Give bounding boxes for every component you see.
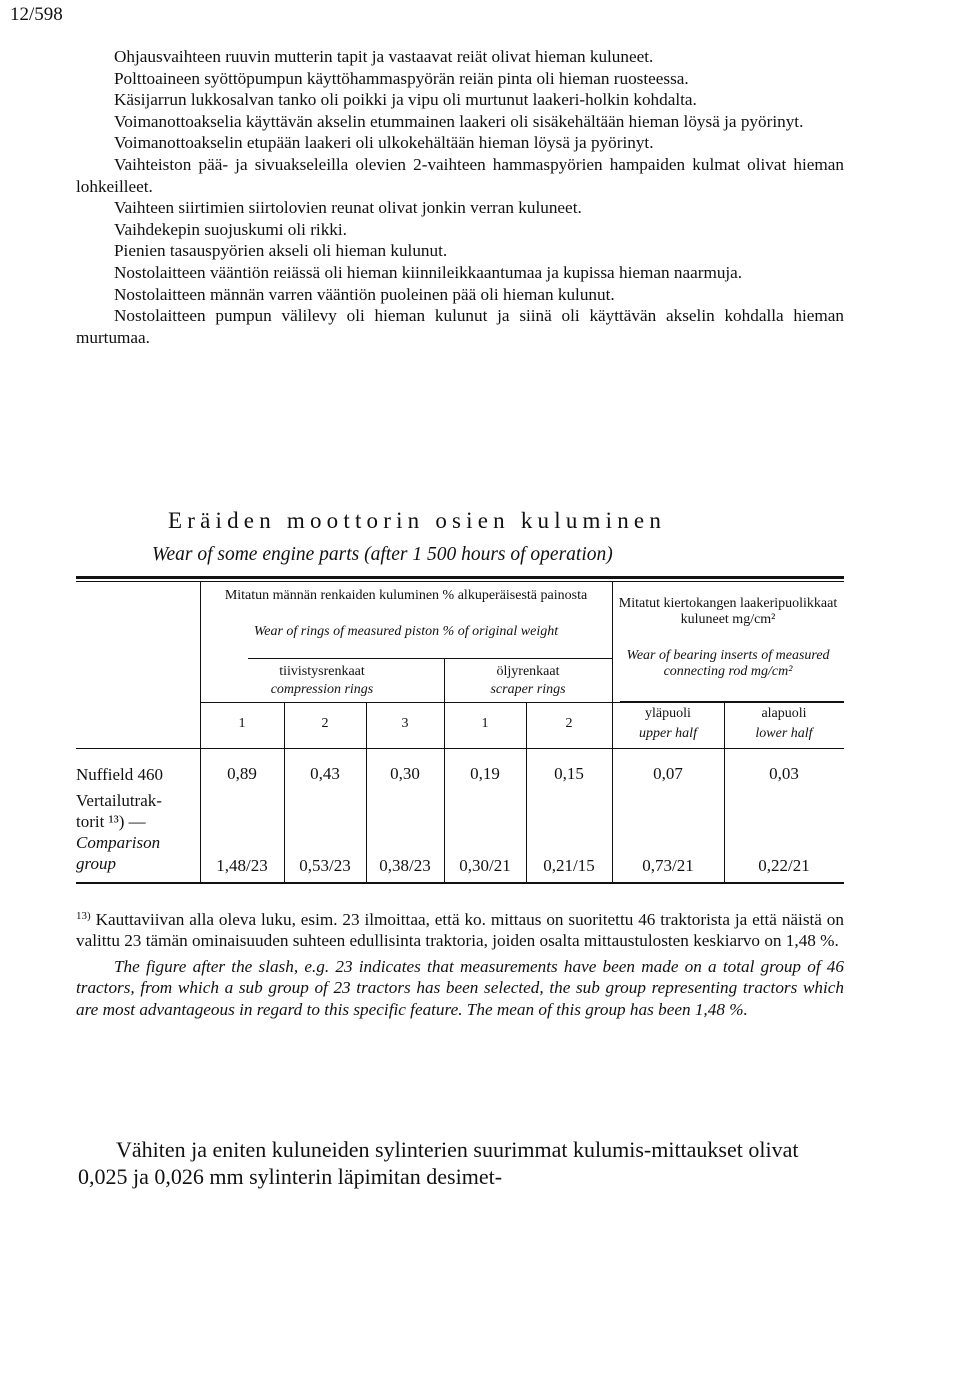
upper-half-label-english: upper half (639, 726, 697, 741)
compression-label-english: compression rings (270, 682, 374, 697)
row-label-comparison (76, 790, 200, 874)
finding-item: Nostolaitteen vääntiön reiässä oli hieman kiinnileikkaantumaa ja kupissa hieman naarmuja. (114, 262, 743, 282)
finding-item: Vaihteen siirtimien siirtolovien reunat olivat jonkin verran kuluneet. (114, 198, 582, 218)
table-cell: 0,38/23 (379, 856, 431, 875)
finding-item: Käsijarrun lukkosalvan tanko oli poikki ja vipu oli murtunut laakeri-holkin kohdalta. (114, 90, 697, 110)
bearing-header-english: Wear of bearing inserts of measured connecting rod mg/cm² (626, 648, 830, 679)
page-number: 12/598 (10, 4, 63, 25)
bearing-subheader-rule (620, 701, 844, 702)
column-number-rule (200, 702, 844, 703)
footnote-marker: 13) (76, 910, 91, 922)
table-cell: 0,21/15 (543, 856, 595, 875)
bearing-header-finnish: Mitatut kiertokangen laakeripuolikkaat kuluneet mg/cm² (618, 596, 838, 627)
table-cell: 0,89 (227, 764, 257, 783)
table-top-rule-thin (76, 581, 844, 582)
table-cell: 1,48/23 (216, 856, 268, 875)
compression-label: tiivistysrenkaat (279, 664, 365, 679)
closing-text: Vähiten ja eniten kuluneiden sylinterien suurimmat kulumis-mittaukset olivat 0,025 ja 0,026 mm sylinterin läpimitan desimet- (78, 1137, 799, 1189)
findings-list (76, 46, 844, 348)
column-number: 1 (481, 716, 489, 731)
finding-item: Voimanottoakselia käyttävän akselin etummainen laakeri oli sisäkehältään hieman löysä ja pyörinyt. (114, 111, 804, 131)
finding-item: Polttoaineen syöttöpumpun käyttöhammaspyörän reiän pinta oli hieman ruosteessa. (114, 68, 689, 88)
section-title-english: Wear of some engine parts (after 1 500 hours of operation) (152, 544, 613, 565)
row-label-line: Vertailutrak- (76, 791, 162, 810)
column-number: 3 (401, 716, 409, 731)
column-rule (200, 582, 201, 882)
table-cell: 0,07 (653, 764, 683, 783)
table-cell: 0,73/21 (642, 856, 694, 875)
finding-item: Nostolaitteen männän varren vääntiön puoleinen pää oli hieman kulunut. (114, 284, 615, 304)
lower-half-label: alapuoli (761, 706, 807, 721)
header-bottom-rule (76, 748, 844, 749)
table-cell: 0,22/21 (758, 856, 810, 875)
wear-table (76, 576, 844, 882)
lower-half-label-english: lower half (755, 726, 813, 741)
table-cell: 0,15 (554, 764, 584, 783)
column-number: 2 (565, 716, 573, 731)
piston-header-english: Wear of rings of measured piston % of original weight (253, 624, 559, 639)
footnote-english: The figure after the slash, e.g. 23 indicates that measurements have been made on a total group of 46 tractors, from which a sub group of 23 tractors has been selected, the sub group representing tractors which are most advantageous in regard to this specific feature. The mean of this group has been 1,48 %. (76, 956, 844, 1019)
finding-item: Vaihdekepin suojuskumi oli rikki. (114, 219, 347, 239)
row-label-line: group (76, 854, 116, 873)
column-number: 2 (321, 716, 329, 731)
table-cell: 0,30 (390, 764, 420, 783)
finding-item: Voimanottoakselin etupään laakeri oli ulkokehältään hieman löysä ja pyörinyt. (114, 133, 654, 153)
piston-subheader-rule (248, 658, 612, 659)
row-label-nuffield: Nuffield 460 (76, 765, 164, 784)
closing-paragraph (78, 1136, 844, 1190)
table-cell: 0,30/21 (459, 856, 511, 875)
column-number: 1 (238, 716, 246, 731)
scraper-label: öljyrenkaat (496, 664, 560, 679)
scraper-label-english: scraper rings (490, 682, 566, 697)
table-cell: 0,19 (470, 764, 500, 783)
table-top-rule (76, 576, 844, 579)
table-bottom-rule (76, 882, 844, 884)
finding-item: Vaihteiston pää- ja sivuakseleilla olevien 2-vaihteen hammaspyörien hampaiden kulmat olivat hieman lohkeilleet. (76, 154, 844, 196)
section-title-finnish: Eräiden moottorin osien kuluminen (168, 508, 667, 533)
table-cell: 0,03 (769, 764, 799, 783)
table-cell: 0,43 (310, 764, 340, 783)
finding-item: Nostolaitteen pumpun välilevy oli hieman kulunut ja siinä oli käyttävän akselin kohdalla hieman murtumaa. (76, 306, 844, 347)
footnote-text-finnish: Kauttaviivan alla oleva luku, esim. 23 ilmoittaa, että ko. mittaus on suoritettu 46 traktorista ja että näistä on valittu 23 tämän ominaisuuden suhteen edullisinta traktoria, joiden osalta mittaustulosten keskiarvo on 1,48 %. (76, 910, 844, 951)
piston-header-finnish: Mitatun männän renkaiden kuluminen % alkuperäisestä painosta (224, 588, 588, 603)
row-label-line: Comparison (76, 833, 161, 852)
table-cell: 0,53/23 (299, 856, 351, 875)
footnote (76, 906, 844, 1020)
footnote-finnish (76, 906, 844, 952)
upper-half-label: yläpuoli (645, 706, 691, 721)
finding-item: Pienien tasauspyörien akseli oli hieman kulunut. (114, 241, 448, 261)
row-label-line: torit ¹³) — (76, 812, 146, 831)
finding-item: Ohjausvaihteen ruuvin mutterin tapit ja vastaavat reiät olivat hieman kuluneet. (114, 47, 654, 66)
